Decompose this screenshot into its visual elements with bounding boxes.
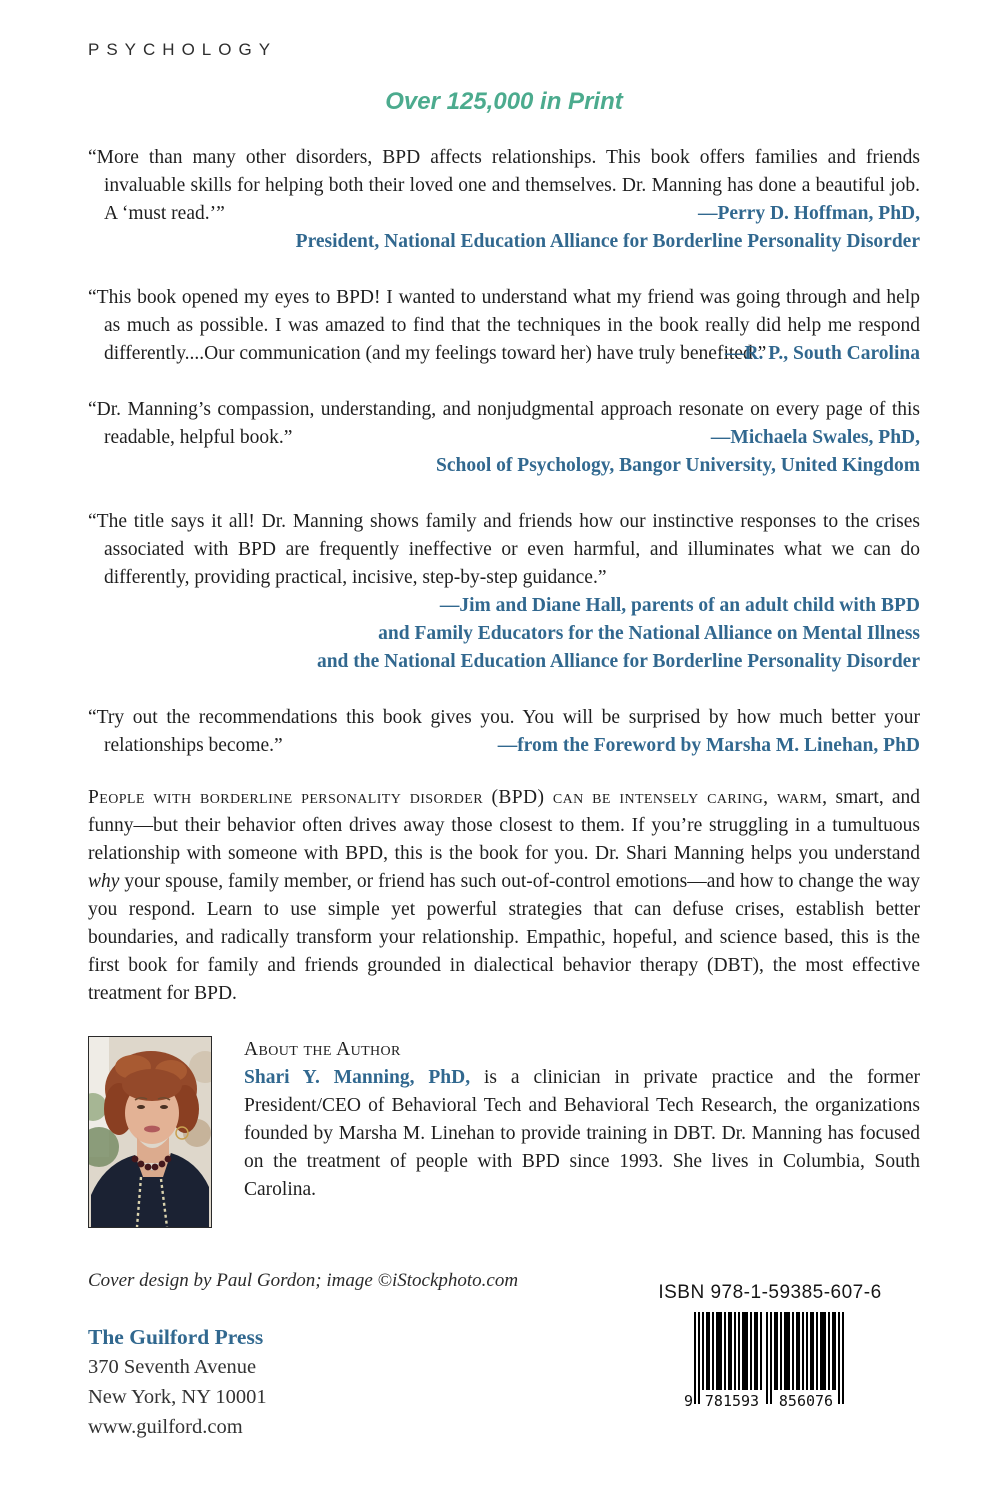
description-lead-smallcaps: People with borderline personality disorder (BPD) can be intensely caring, warm, [88,787,828,808]
publisher-website: www.guilford.com [88,1416,243,1438]
isbn-block [620,1282,920,1412]
quote-attribution: —Jim and Diane Hall, parents of an adult child with BPD [439,595,920,616]
description-emphasis: why [88,871,120,892]
about-the-author-section [88,1036,920,1228]
quote-attribution-line3: and the National Education Alliance for Borderline Personality Disorder [316,651,920,672]
publisher-address-line1: 370 Seventh Avenue [88,1356,257,1378]
description-body-continued: your spouse, family member, or friend has such out-of-control emotions—and how to change the way you respond. Learn to use simple yet powerful strategies that can defuse crises, establish better boundaries, and radically transform your relationship. Empathic, hopeful, and science based, this is the first book for family and friends grounded in dialectical behavior therapy (DBT), the most effective treatment for BPD. [88,871,920,1004]
cover-design-credit: Cover design by Paul Gordon; image ©iStockphoto.com [88,1270,519,1291]
quote-attribution-line2: President, National Education Alliance for Borderline Personality Disorder [295,231,920,252]
quote-text: “Dr. Manning’s compassion, understanding, and nonjudgmental approach resonate on every page of this readable, helpful book.” [88,399,920,448]
about-author-text [244,1036,920,1228]
publisher-address-line2: New York, NY 10001 [88,1386,267,1408]
description-body: smart, and funny—but their behavior often drives away those closest to them. If you’re struggling in a tumultuous relationship with someone with BPD, this is the book for you. Dr. Shari Manning helps you understand [88,787,920,864]
quote-text: “This book opened my eyes to BPD! I wanted to understand what my friend was going through and help as much as possible. I was amazed to find that the techniques in the book really did help me respond differently....Our communication (and my feelings toward her) have truly benefited.” [88,287,920,364]
publisher-block [88,1322,518,1442]
testimonial-quote-3 [88,396,920,480]
quote-text: “More than many other disorders, BPD affects relationships. This book offers families and friends invaluable skills for helping both their loved one and themselves. Dr. Manning has done a beautiful job. A ‘must read.’” [88,147,920,224]
barcode-digit-group-2: 781593 [704,1392,760,1410]
barcode-digit-group-3: 856076 [778,1392,834,1410]
footer-left-column [88,1270,518,1442]
footer [88,1270,920,1442]
quote-attribution: —Michaela Swales, PhD, [710,427,920,448]
author-bio: is a clinician in private practice and the former President/CEO of Behavioral Tech and Behavioral Tech Research, the organizations founded by Marsha M. Linehan to provide training in DBT. Dr. Manning has focused on the treatment of people with BPD since 1993. She lives in Columbia, South Carolina. [244,1067,920,1200]
barcode-graphic [680,1312,860,1412]
author-photo-graphic [89,1037,211,1227]
barcode-digit-group-1: 9 [684,1392,694,1410]
isbn-number: ISBN 978-1-59385-607-6 [658,1282,882,1303]
testimonial-quote-1 [88,144,920,256]
quote-attribution: —from the Foreword by Marsha M. Linehan, PhD [497,735,920,756]
book-description [88,784,920,1008]
about-heading: About the Author [244,1039,401,1060]
print-run-banner: Over 125,000 in Print [385,88,623,115]
quote-text: “The title says it all! Dr. Manning shows family and friends how our instinctive responses to the crises associated with BPD are frequently ineffective or even harmful, and illuminates what we can do differently, providing practical, incisive, step-by-step guidance.” [88,511,920,588]
quote-attribution: —Perry D. Hoffman, PhD, [697,203,920,224]
quote-text: “Try out the recommendations this book gives you. You will be surprised by how much better your relationships become.” [88,707,920,756]
testimonial-quote-4 [88,508,920,676]
testimonial-quote-2 [88,284,920,368]
testimonial-quote-5 [88,704,920,760]
author-photo [88,1036,212,1228]
author-name: Shari Y. Manning, PhD, [244,1067,471,1088]
quote-attribution: —R. P., South Carolina [724,343,920,364]
category-label: PSYCHOLOGY [88,40,278,59]
publisher-name: The Guilford Press [88,1325,264,1349]
isbn-barcode [620,1312,920,1412]
quote-attribution-line2: and Family Educators for the National Alliance on Mental Illness [378,623,920,644]
quote-attribution-line2: School of Psychology, Bangor University, United Kingdom [436,455,920,476]
